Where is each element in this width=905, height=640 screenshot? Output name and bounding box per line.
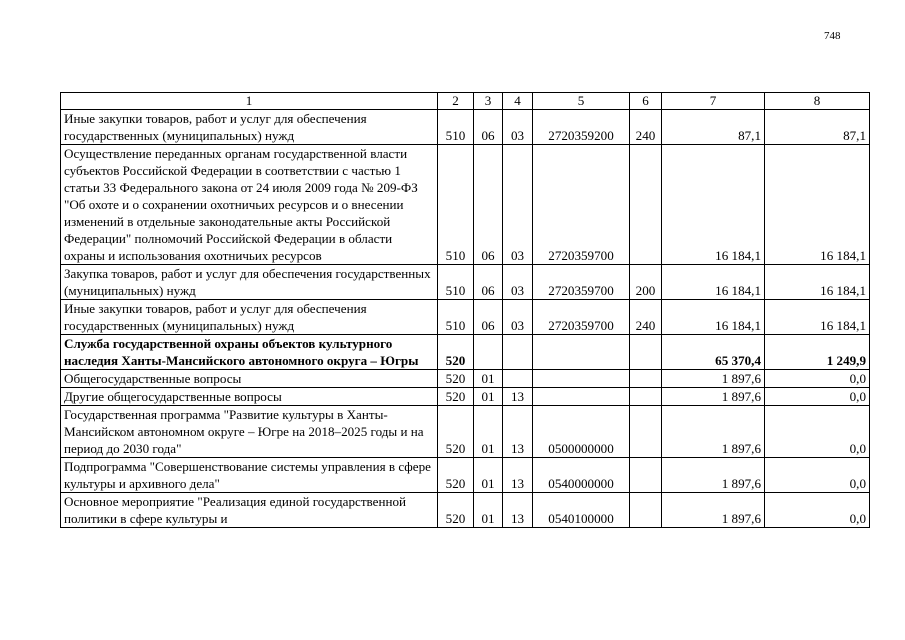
- row-amount-subvention: 16 184,1: [765, 145, 870, 265]
- row-name: Служба государственной охраны объектов культурного наследия Ханты-Мансийского автономного округа – Югры: [61, 335, 438, 370]
- table-row: [61, 300, 870, 335]
- row-section-code: 06: [474, 265, 503, 300]
- row-amount-subvention: 0,0: [765, 406, 870, 458]
- row-amount-subvention: 16 184,1: [765, 265, 870, 300]
- table-row: [61, 265, 870, 300]
- row-ministry-code: 520: [438, 335, 474, 370]
- row-name: Другие общегосударственные вопросы: [61, 388, 438, 406]
- row-target-code: [533, 370, 630, 388]
- row-subsection-code: 13: [503, 388, 533, 406]
- row-ministry-code: 520: [438, 388, 474, 406]
- row-amount-subvention: 87,1: [765, 110, 870, 145]
- row-subsection-code: 03: [503, 145, 533, 265]
- row-ministry-code: 510: [438, 145, 474, 265]
- row-section-code: 06: [474, 300, 503, 335]
- row-subsection-code: 13: [503, 458, 533, 493]
- header-cell: 3: [474, 93, 503, 110]
- row-amount-total: 16 184,1: [662, 145, 765, 265]
- row-target-code: 2720359700: [533, 265, 630, 300]
- row-section-code: 01: [474, 406, 503, 458]
- page-number: 748: [824, 30, 841, 42]
- row-target-code: [533, 388, 630, 406]
- row-ministry-code: 520: [438, 458, 474, 493]
- row-ministry-code: 520: [438, 493, 474, 528]
- row-amount-total: 1 897,6: [662, 406, 765, 458]
- row-target-code: 0540100000: [533, 493, 630, 528]
- row-expense-type: 240: [630, 110, 662, 145]
- row-amount-subvention: 1 249,9: [765, 335, 870, 370]
- row-amount-total: 65 370,4: [662, 335, 765, 370]
- row-expense-type: [630, 370, 662, 388]
- header-cell: 2: [438, 93, 474, 110]
- row-subsection-code: 03: [503, 265, 533, 300]
- row-amount-total: 1 897,6: [662, 388, 765, 406]
- header-cell: 6: [630, 93, 662, 110]
- row-name-text: Основное мероприятие "Реализация единой государственной политики в сфере культуры и: [64, 494, 407, 526]
- row-ministry-code: 510: [438, 300, 474, 335]
- budget-table: [60, 92, 870, 528]
- header-cell: 4: [503, 93, 533, 110]
- row-expense-type: [630, 458, 662, 493]
- table-row: [61, 388, 870, 406]
- row-target-code: [533, 335, 630, 370]
- row-name: Государственная программа "Развитие культуры в Ханты-Мансийском автономном округе – Югре на 2018–2025 годы и на период до 2030 года": [61, 406, 438, 458]
- row-section-code: 01: [474, 370, 503, 388]
- table-row: [61, 335, 870, 370]
- row-amount-subvention: 0,0: [765, 458, 870, 493]
- row-amount-subvention: 0,0: [765, 493, 870, 528]
- row-amount-subvention: 16 184,1: [765, 300, 870, 335]
- row-subsection-code: 13: [503, 493, 533, 528]
- row-ministry-code: 510: [438, 110, 474, 145]
- row-name: Общегосударственные вопросы: [61, 370, 438, 388]
- row-expense-type: [630, 493, 662, 528]
- row-ministry-code: 520: [438, 370, 474, 388]
- row-section-code: 01: [474, 388, 503, 406]
- row-subsection-code: 13: [503, 406, 533, 458]
- row-section-code: [474, 335, 503, 370]
- row-ministry-code: 510: [438, 265, 474, 300]
- row-amount-total: 1 897,6: [662, 370, 765, 388]
- row-name: [61, 493, 438, 528]
- row-amount-total: 16 184,1: [662, 300, 765, 335]
- table-row: [61, 458, 870, 493]
- row-name: Иные закупки товаров, работ и услуг для обеспечения государственных (муниципальных) нужд: [61, 300, 438, 335]
- row-target-code: 2720359700: [533, 300, 630, 335]
- row-expense-type: [630, 388, 662, 406]
- row-name: Осуществление переданных органам государственной власти субъектов Российской Федерации в соответствии с частью 1 статьи 33 Федерального закона от 24 июля 2009 года № 209-ФЗ "Об охоте и о сохранении охотничьих ресурсов и о внесении изменений в отдельные законодательные акты Российской Федерации" полномочий Российской Федерации в области охраны и использования охотничьих ресурсов: [61, 145, 438, 265]
- row-section-code: 01: [474, 493, 503, 528]
- header-cell: 5: [533, 93, 630, 110]
- row-target-code: 2720359700: [533, 145, 630, 265]
- row-target-code: 2720359200: [533, 110, 630, 145]
- row-target-code: 0500000000: [533, 406, 630, 458]
- row-expense-type: [630, 145, 662, 265]
- row-name: Подпрограмма "Совершенствование системы управления в сфере культуры и архивного дела": [61, 458, 438, 493]
- row-subsection-code: [503, 370, 533, 388]
- table-row: [61, 406, 870, 458]
- row-target-code: 0540000000: [533, 458, 630, 493]
- row-subsection-code: [503, 335, 533, 370]
- table-row: [61, 370, 870, 388]
- row-subsection-code: 03: [503, 110, 533, 145]
- table-header-row: [61, 93, 870, 110]
- row-section-code: 06: [474, 145, 503, 265]
- row-name: Иные закупки товаров, работ и услуг для обеспечения государственных (муниципальных) нужд: [61, 110, 438, 145]
- row-expense-type: [630, 335, 662, 370]
- row-section-code: 01: [474, 458, 503, 493]
- row-name: Закупка товаров, работ и услуг для обеспечения государственных (муниципальных) нужд: [61, 265, 438, 300]
- row-ministry-code: 520: [438, 406, 474, 458]
- table-row: [61, 110, 870, 145]
- row-expense-type: 200: [630, 265, 662, 300]
- row-expense-type: 240: [630, 300, 662, 335]
- row-section-code: 06: [474, 110, 503, 145]
- row-amount-total: 1 897,6: [662, 458, 765, 493]
- row-amount-subvention: 0,0: [765, 388, 870, 406]
- row-amount-total: 16 184,1: [662, 265, 765, 300]
- table-row: [61, 493, 870, 528]
- row-subsection-code: 03: [503, 300, 533, 335]
- row-amount-subvention: 0,0: [765, 370, 870, 388]
- header-cell: 1: [61, 93, 438, 110]
- header-cell: 8: [765, 93, 870, 110]
- row-amount-total: 87,1: [662, 110, 765, 145]
- table-row: [61, 145, 870, 265]
- row-expense-type: [630, 406, 662, 458]
- row-amount-total: 1 897,6: [662, 493, 765, 528]
- header-cell: 7: [662, 93, 765, 110]
